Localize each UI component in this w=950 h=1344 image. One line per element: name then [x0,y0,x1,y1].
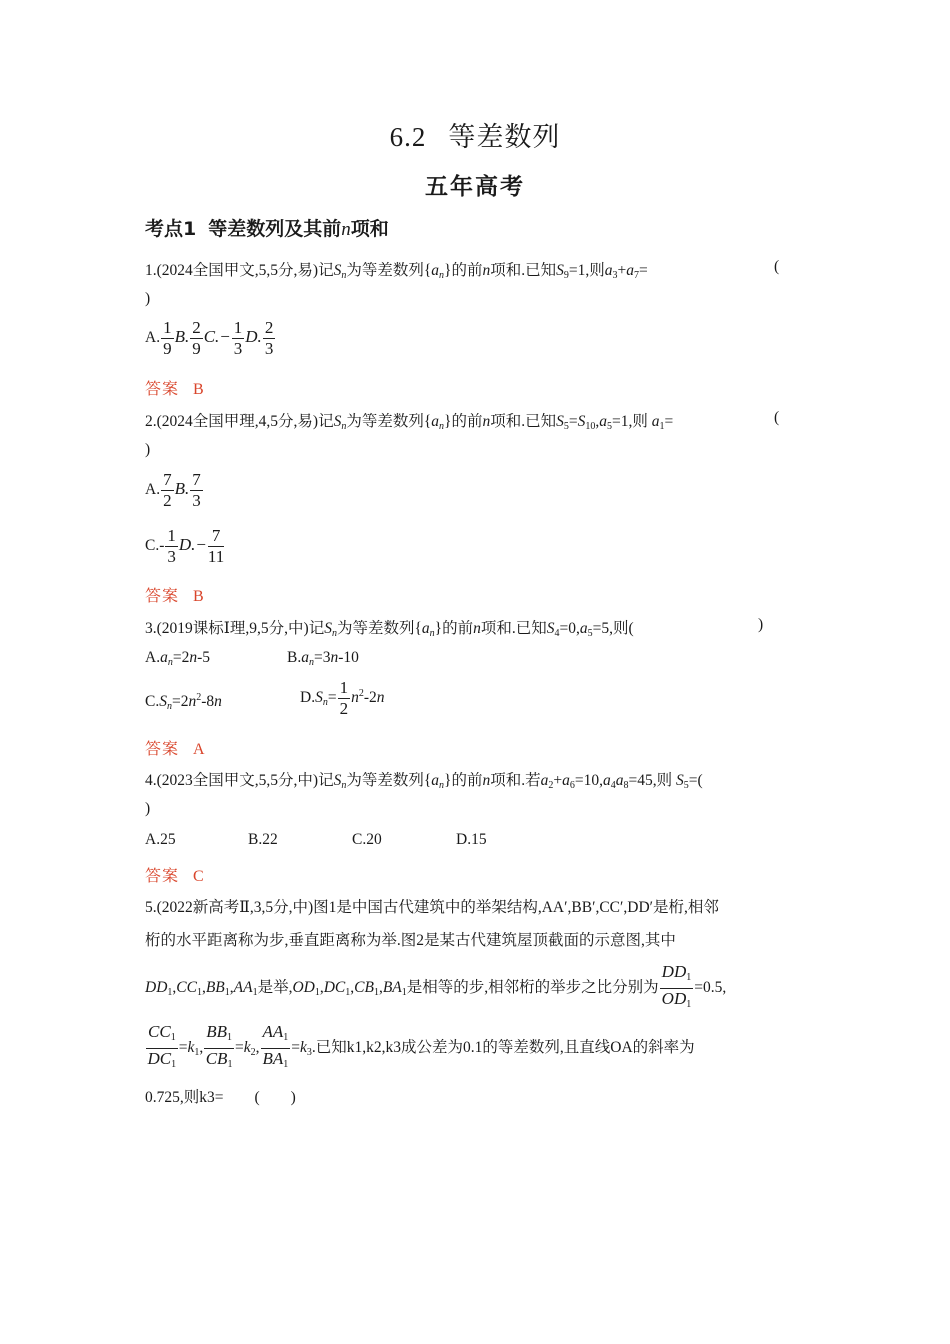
question-2-options-cd: C.- $\frac{1}{3}$ D.− $\frac{7}{11}$ [145,526,225,566]
question-5-line-1: 5.(2022新高考Ⅱ,3,5分,中)图1是中国古代建筑中的举架结构,AA′,BB′,CC′,DD′是桁,相邻 [145,899,719,916]
chapter-title: 等差数列 [448,122,561,152]
question-1-stem: 1.(2024全国甲文,5,5分,易)记$S_n$为等差数列$\{a_n\}$的前n项和.已知$S_9=1$,则$a_3+a_7=$ [145,262,648,281]
question-2-options-ab: A. $\frac{7}{2}$ B. $\frac{7}{3}$ [145,470,201,510]
question-4-answer: 答案 C [145,868,205,885]
question-4-option-d: D.15 [456,831,487,848]
question-4-close: ) [145,800,151,817]
question-2-paren: ( [774,409,780,426]
question-1-paren: ( [774,258,780,275]
question-3-answer: 答案 A [145,741,206,758]
question-2-close: ) [145,441,151,458]
question-5-line-5: 0.725,则k3= ( ) [145,1089,296,1106]
question-3-option-a: $A.a_n=2n-5$ [145,649,210,668]
question-3-option-b: $B.a_n=3n-10$ [287,649,359,668]
page-subtitle: 五年高考 [425,174,525,200]
question-2-stem: 2.(2024全国甲理,4,5分,易)记$S_n$为等差数列$\{a_n\}$的前n项和.已知$S_5=S_{10},a_5=1$,则 $a_1=$ [145,413,674,432]
question-2-answer: 答案 B [145,588,205,605]
question-4-option-c: C.20 [352,831,382,848]
question-3-stem: 3.(2019课标Ⅰ理,9,5分,中)记$S_n$为等差数列$\{a_n\}$的前n项和.已知$S_4=0,a_5=5$,则( [145,620,634,639]
section-heading: 考点1 等差数列及其前n项和 [145,218,389,240]
question-1-answer: 答案 B [145,381,205,398]
chapter-number: 6.2 [389,122,427,152]
question-5-line-4: $\frac{CC_1}{DC_1}$ $=k_1$, $\frac{BB_1}{CB_1}$ $=k_2$, $\frac{AA_1}{BA_1}$ $=k_3$.已知k1,k2,k3成公差为0.1的等差数列,且直线OA的斜率为 [147,1022,695,1070]
question-5-line-3: $DD_1,CC_1,BB_1,AA_1$是举$,OD_1,DC_1,CB_1,BA_1$是相等的步,相邻桁的举步之比分别为 $\frac{DD_1}{OD_1}$ =0.5, [145,962,727,1010]
question-5-line-2: 桁的水平距离称为步,垂直距离称为举.图2是某古代建筑屋顶截面的示意图,其中 [145,932,676,949]
question-3-option-d: $D.S_n=$ $\frac{1}{2}$ $n^2-2n$ [300,678,385,718]
question-3-option-c: $C.S_n=2n^2-8n$ [145,692,222,712]
question-1-close: ) [145,290,151,307]
page-title [0,115,950,154]
question-4-option-b: B.22 [248,831,278,848]
question-4-option-a: A.25 [145,831,176,848]
question-1-options: A. $\frac{1}{9}$ B. $\frac{2}{9}$ C.− $\frac{1}{3}$ D. $\frac{2}{3}$ [145,318,274,358]
question-3-close: ) [758,616,764,633]
question-4-stem: 4.(2023全国甲文,5,5分,中)记$S_n$为等差数列$\{a_n\}$的前n项和.若$a_2+a_6=10,a_4a_8=45$,则 $S_5=$( [145,772,703,791]
